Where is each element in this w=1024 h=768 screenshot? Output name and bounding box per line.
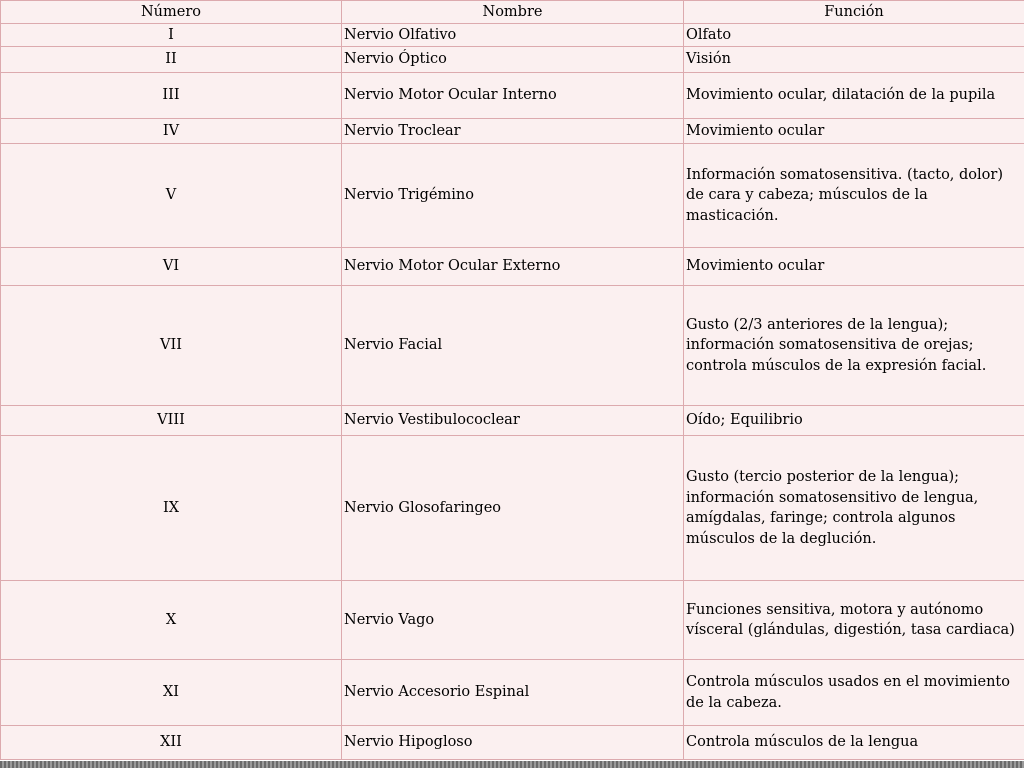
nerve-number: IX bbox=[1, 436, 342, 581]
nerve-number: X bbox=[1, 581, 342, 660]
nerve-name: Nervio Vago bbox=[342, 581, 684, 660]
table-row bbox=[1, 119, 1024, 144]
nerve-function: Movimiento ocular, dilatación de la pupila bbox=[684, 73, 1024, 119]
nerve-number: VIII bbox=[1, 406, 342, 436]
nerve-number: V bbox=[1, 144, 342, 248]
nerve-name: Nervio Olfativo bbox=[342, 24, 684, 47]
bottom-border-strip bbox=[0, 761, 1024, 768]
nerve-function: Información somatosensitiva. (tacto, dolor) de cara y cabeza; músculos de la masticación. bbox=[684, 144, 1024, 248]
nerve-function: Movimiento ocular bbox=[684, 248, 1024, 286]
table-row bbox=[1, 248, 1024, 286]
nerve-name: Nervio Trigémino bbox=[342, 144, 684, 248]
nerve-function: Movimiento ocular bbox=[684, 119, 1024, 144]
table-row bbox=[1, 24, 1024, 47]
table-row bbox=[1, 286, 1024, 406]
table-row bbox=[1, 581, 1024, 660]
nerve-function: Controla músculos de la lengua bbox=[684, 726, 1024, 760]
nerve-name: Nervio Vestibulococlear bbox=[342, 406, 684, 436]
nerve-name: Nervio Glosofaringeo bbox=[342, 436, 684, 581]
table-row bbox=[1, 660, 1024, 726]
nerve-number: VII bbox=[1, 286, 342, 406]
table-row bbox=[1, 73, 1024, 119]
table-row bbox=[1, 726, 1024, 760]
nerve-function: Gusto (tercio posterior de la lengua); información somatosensitivo de lengua, amígdalas, faringe; controla algunos músculos de la deglución. bbox=[684, 436, 1024, 581]
nerve-name: Nervio Facial bbox=[342, 286, 684, 406]
nerve-number: III bbox=[1, 73, 342, 119]
table-row bbox=[1, 436, 1024, 581]
nerve-number: I bbox=[1, 24, 342, 47]
nerve-function: Controla músculos usados en el movimiento de la cabeza. bbox=[684, 660, 1024, 726]
nerve-name: Nervio Motor Ocular Interno bbox=[342, 73, 684, 119]
nerve-name: Nervio Accesorio Espinal bbox=[342, 660, 684, 726]
column-header-function: Función bbox=[684, 1, 1024, 24]
column-header-name: Nombre bbox=[342, 1, 684, 24]
nerve-function: Gusto (2/3 anteriores de la lengua); información somatosensitiva de orejas; controla músculos de la expresión facial. bbox=[684, 286, 1024, 406]
nerve-name: Nervio Óptico bbox=[342, 47, 684, 73]
nerve-name: Nervio Hipogloso bbox=[342, 726, 684, 760]
table-row bbox=[1, 47, 1024, 73]
nerve-number: XII bbox=[1, 726, 342, 760]
nerve-name: Nervio Troclear bbox=[342, 119, 684, 144]
nerve-number: VI bbox=[1, 248, 342, 286]
nerve-name: Nervio Motor Ocular Externo bbox=[342, 248, 684, 286]
table-row bbox=[1, 406, 1024, 436]
nerve-number: II bbox=[1, 47, 342, 73]
table-row bbox=[1, 144, 1024, 248]
nerve-function: Funciones sensitiva, motora y autónomo vísceral (glándulas, digestión, tasa cardiaca) bbox=[684, 581, 1024, 660]
table-header-row bbox=[1, 1, 1024, 24]
nerve-number: IV bbox=[1, 119, 342, 144]
nerve-number: XI bbox=[1, 660, 342, 726]
nerve-function: Oído; Equilibrio bbox=[684, 406, 1024, 436]
nerve-function: Visión bbox=[684, 47, 1024, 73]
column-header-number: Número bbox=[1, 1, 342, 24]
nerve-function: Olfato bbox=[684, 24, 1024, 47]
